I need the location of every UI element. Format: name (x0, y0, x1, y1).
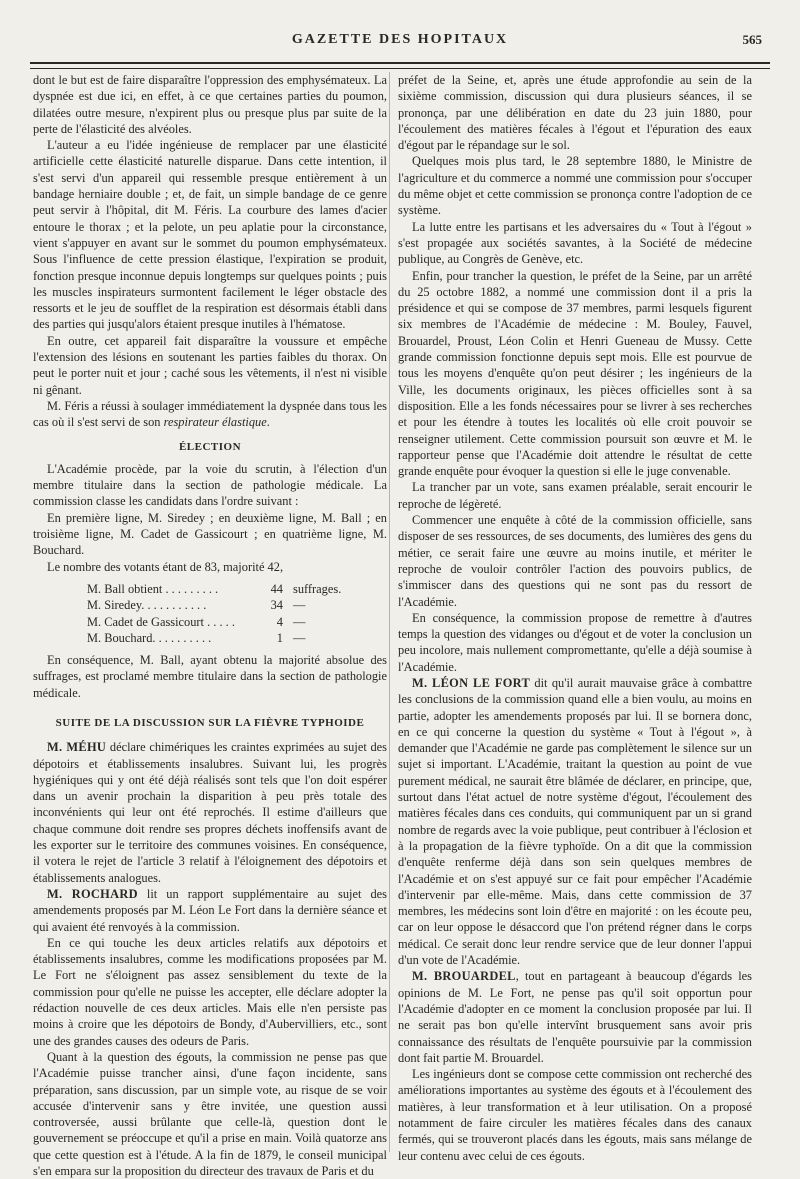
text-run: dit qu'il aurait mauvaise grâce à combattre les conclusions de la commission quand elle a bien voulu, au moins en partie, adopter les amendements proposés par lui. Il se bornera donc, en ce qui concerne la question du système « Tout à l'égout », à demander que l'Académie ne garde pas complètement le silence sur un sujet si important. L'Académie, traitant la question au point de vue purement médical, ne saurait être blâmée de déclarer, en principe, que, surtout dans l'état actuel de notre système d'égout, l'écoulement des matières fécales dans ces conduits, qui communiquent par un si grand nombre de regards avec la voie publique, peut contribuer à l'éclosion et à la propagation de la fièvre typhoïde. On a dit que la commission d'enquête renferme déjà dans son sein quelques membres de l'Académie et on s'est appuyé sur ce fait pour empêcher l'Académie d'intervenir par elle-même. Mais, dans cette commission de 37 membres, les médecins sont loin d'être en majorité : on les écoute peu, car on leur oppose le désaccord que l'on prétend régner dans le corps médical. Ce serait donc leur rendre service que de leur donner l'appui d'un vote de l'Académie. (398, 675, 752, 968)
text-run: lit un rapport supplémentaire au sujet des amendements proposés par M. Léon Le Fort dans la dernière séance et qui avaient été renvoyés à la commission. (33, 886, 387, 934)
text-run: M. Féris a réussi à soulager immédiatement la dyspnée dans tous les cas où il s'est servi de son (33, 398, 387, 430)
vote-table (33, 581, 387, 646)
paragraph: Le nombre des votants étant de 83, majorité 42, (47, 559, 284, 574)
paragraph: En première ligne, M. Siredey ; en deuxième ligne, M. Ball ; en troisième ligne, M. Cadet de Gassicourt ; en quatrième ligne, M. Bouchard. (33, 510, 387, 558)
vote-row (87, 630, 387, 646)
right-column (398, 72, 752, 1164)
text-run: . (266, 415, 270, 430)
paragraph: L'Académie procède, par la voie du scrutin, à l'élection d'un membre titulaire dans la section de pathologie médicale. La commission classe les candidats dans l'ordre suivant : (33, 461, 387, 509)
page-header (30, 32, 770, 54)
paragraph (33, 886, 387, 935)
page-number: 565 (742, 32, 762, 47)
paragraph (33, 398, 387, 431)
paragraph (398, 675, 752, 968)
vote-unit: — (293, 614, 306, 629)
paragraph: La trancher par un vote, sans examen préalable, serait encourir le reproche de légèreté. (398, 480, 752, 511)
paragraph: En conséquence, M. Ball, ayant obtenu la majorité absolue des suffrages, est proclamé membre titulaire dans la section de pathologie médicale. (33, 653, 387, 700)
paragraph (33, 739, 387, 886)
speaker-name: M. ROCHARD (47, 886, 138, 901)
paragraph: Les ingénieurs dont se compose cette commission ont recherché des améliorations importantes au système des égouts et à l'écoulement des matières, à leur transformation et à leur utilisation. On a proposé notamment de faire circuler les matières fécales dans des canaux fermés, qui se trouveront placés dans les égouts, mais sans mélange de leur contenu avec celui de ces égouts. (398, 1067, 752, 1163)
speaker-name: M. BROUARDEL (412, 969, 516, 984)
vote-name: M. Ball obtient . . . . . . . . . (87, 581, 219, 596)
vote-name: M. Siredey. . . . . . . . . . . (87, 598, 207, 613)
section-title-election: ÉLECTION (178, 440, 242, 453)
vote-count: 4 (276, 614, 283, 629)
journal-title: GAZETTE DES HOPITAUX (291, 32, 509, 47)
column-divider (389, 72, 390, 1152)
vote-name: M. Bouchard. . . . . . . . . . (87, 630, 212, 645)
vote-row (87, 614, 387, 630)
vote-count: 44 (270, 581, 283, 596)
speaker-name: M. LÉON LE FORT (412, 675, 531, 690)
paragraph: Quant à la question des égouts, la commission ne pense pas que l'Académie puisse trancher ainsi, d'une façon incidente, sans préparation, sans discussion, par un simple vote, au risque de se voir accusée d'intervenir sans y être invitée, une question aussi controversée, aussi brûlante que celle-là, question dont le gouvernement se préoccupe et qu'il a prise en main. Voilà quatorze ans que cette question est à l'étude. A la fin de 1879, le conseil municipal s'en empara sur la proposition du directeur des travaux de Paris et du (33, 1049, 387, 1178)
paragraph: Commencer une enquête à côté de la commission officielle, sans disposer de ses ressources, de ses documents, des lumières des gens du métier, ce serait faire une œuvre au moins inutile, et mériter le reproche de vouloir contrôler l'action des pouvoirs publics, de s'immiscer dans des questions qui ne sont pas du ressort de l'Académie. (398, 513, 752, 609)
paragraph: préfet de la Seine, et, après une étude approfondie au sein de la sixième commission, discussion qui dura plusieurs séances, il se prononça, par une délibération en date du 23 juin 1880, pour l'écoulement des matières fécales à l'égout et l'épuration des eaux d'égout par le répandage sur le sol. (398, 73, 752, 153)
speaker-name: M. MÉHU (47, 740, 107, 755)
paragraph: La lutte entre les partisans et les adversaires du « Tout à l'égout » s'est propagée aux sociétés savantes, à la Société de médecine publique, au Congrès de Genève, etc. (398, 219, 752, 267)
paragraph: dont le but est de faire disparaître l'oppression des emphysémateux. La dyspnée est due ici, en effet, à ce que certaines parties du poumon, dilatées outre mesure, n'expirent plus ou presque plus par suite de la perte de l'élasticité des alvéoles. (33, 73, 387, 136)
paragraph: L'auteur a eu l'idée ingénieuse de remplacer par une élasticité artificielle cette élasticité naturelle disparue. Dans cette intention, il s'est servi d'un appareil qui ressemble presque entièrement à un bandage herniaire double ; et, de fait, un simple bandage de ce genre peut servir à l'hôpital, dit M. Féris. La courbure des lames d'acier entoure le thorax ; et la pelote, un peu aplatie pour la circonstance, vient s'appuyer en avant sur le sommet du poumon emphysémateux. Sous l'influence de cette pression élastique, l'expiration se produit, fonction presque inconnue depuis longtemps sur quelques points ; puis les muscles inspirateurs surmontent facilement le léger obstacle des ressorts et le jeu de soufflet de la respiration est désormais établi dans des parties qui jusqu'alors étaient presque inutiles à l'hématose. (33, 138, 387, 332)
paragraph (398, 968, 752, 1066)
text-run: déclare chimériques les craintes exprimées au sujet des dépotoirs et établissements insalubres. Suivant lui, les progrès hygiéniques qui y ont été déjà réalisés sont tels que l'on doit espérer dans un avenir prochain la disparition à peu près totale des inconvénients qui leur ont été reprochés. Il estime d'ailleurs que chaque commune doit rendre ses propres déchets inoffensifs avant de les exporter sur le territoire des communes voisines. En conséquence, il votera le rejet de l'article 3 relatif à l'éloignement des dépotoirs et établissements analogues. (33, 740, 387, 885)
paragraph: En ce qui touche les deux articles relatifs aux dépotoirs et établissements insalubres, comme les modifications proposées par M. Le Fort ne s'éloignent pas assez sensiblement du texte de la commission pour qu'elle ne puisse les accepter, elle déclare adopter la rédaction nouvelle de ces deux articles. Mais elle n'en persiste pas moins à croire que les dépotoirs de Bondy, d'Aubervilliers, etc., sont une des grandes causes des odeurs de Paris. (33, 935, 387, 1048)
vote-unit: suffrages. (293, 581, 342, 596)
header-rule (30, 62, 770, 69)
vote-row (87, 581, 387, 597)
paragraph: En conséquence, la commission propose de remettre à d'autres temps la question des vidanges ou d'égout et de voter la conclusion un peu incolore, mais nullement compromettante, qu'elle a déjà soumise à l'Académie. (398, 610, 752, 674)
vote-count: 1 (276, 630, 283, 645)
paragraph: Enfin, pour trancher la question, le préfet de la Seine, par un arrêté du 25 octobre 1882, a nommé une commission dont il a pris la présidence et qui se compose de 37 membres, parmi lesquels figurent six membres de l'Académie de médecine : M. Bouley, Fauvel, Brouardel, Proust, Léon Colin et Henri Gueneau de Mussy. Cette grande commission fonctionne depuis sept mois. Elle est pourvue de tous les moyens d'enquête qu'on peut désirer ; les ingénieurs de la Ville, les documents originaux, les pièces officielles sont à sa disposition. Elle a les fonds nécessaires pour se livrer à ses recherches et pour les étendre à toutes les localités où elle croit pouvoir se renseigner utilement. Cette commission poursuit son œuvre et M. le rapporteur pense que l'Académie doit attendre le résultat de cette grande enquête pour évoquer la question si elle le juge convenable. (398, 268, 752, 479)
vote-count: 34 (270, 598, 283, 613)
vote-unit: — (293, 630, 306, 645)
vote-unit: — (293, 598, 306, 613)
paragraph: En outre, cet appareil fait disparaître la voussure et empêche l'extension des lésions en soutenant les parties faibles du thorax. On peut le porter nuit et jour ; caché sous les vêtements, il n'est ni visible ni gênant. (33, 333, 387, 397)
text-run: , tout en partageant à beaucoup d'égards les opinions de M. Le Fort, ne pense pas qu'il soit opportun pour l'Académie d'adopter en ce moment la conclusion proposée par lui. Il ne serait pas bon qu'elle intervînt brusquement sans avoir pris connaissance des résultats de l'enquête poursuivie par la commission dont fait partie M. Brouardel. (398, 969, 752, 1065)
section-title-typhoid: SUITE DE LA DISCUSSION SUR LA FIÈVRE TYPHOIDE (55, 716, 365, 729)
vote-name: M. Cadet de Gassicourt . . . . . (87, 614, 235, 629)
italic-term: respirateur élastique (163, 415, 267, 430)
left-column (33, 72, 387, 1179)
paragraph: Quelques mois plus tard, le 28 septembre 1880, le Ministre de l'agriculture et du commerce a nommé une commission pour s'occuper du même objet et cette commission se prononça contre l'adoption de ce système. (398, 154, 752, 218)
vote-row (87, 597, 387, 613)
